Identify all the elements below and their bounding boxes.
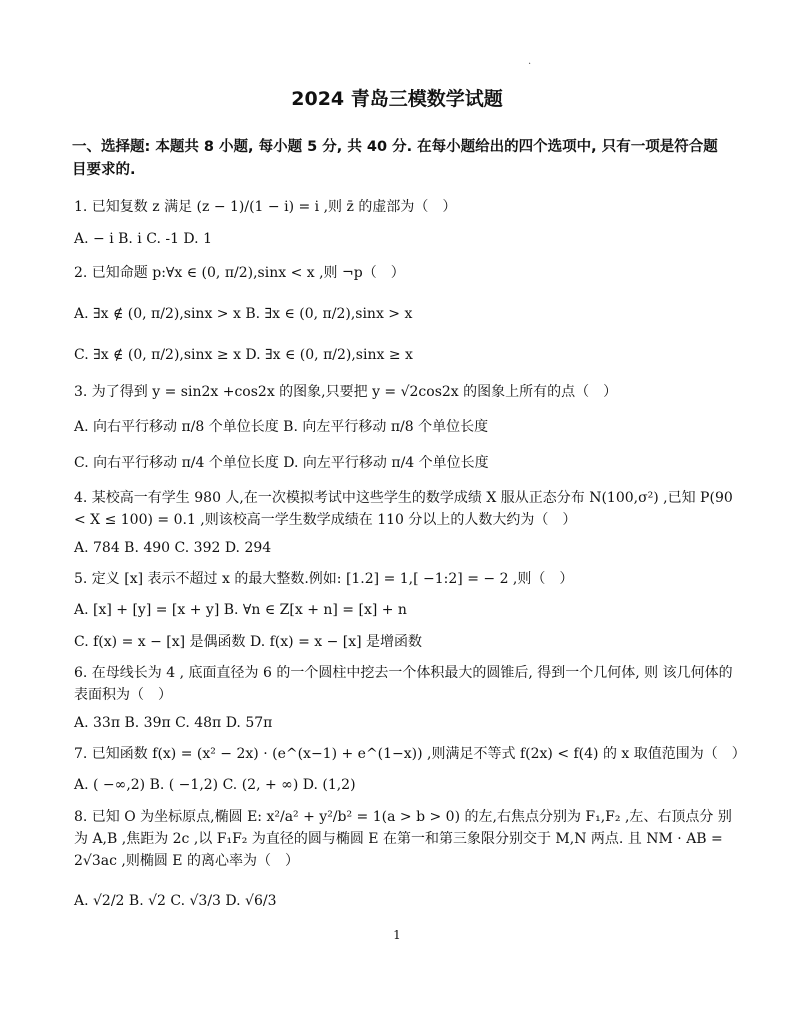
page-number: 1 [393,928,401,942]
question-3-options-ab: A. 向右平行移动 π/8 个单位长度 B. 向左平行移动 π/8 个单位长度 [74,419,489,435]
question-7: 7. 已知函数 f(x) = (x² − 2x) · (e^(x−1) + e^(1−x)) ,则满足不等式 f(2x) < f(4) 的 x 取值范围为（ ） [74,746,746,762]
question-5: 5. 定义 [x] 表示不超过 x 的最大整数.例如: [1.2] = 1,[ −1:2] = − 2 ,则（ ） [74,571,574,587]
question-1: 1. 已知复数 z 满足 (z − 1)/(1 − i) = i ,则 z̄ 的虚部为（ ） [74,199,457,215]
question-4: 4. 某校高一有学生 980 人,在一次模拟考试中这些学生的数学成绩 X 服从正态分布 N(100,σ²) ,已知 P(90 < X ≤ 100) = 0.1 ,则该校高一学生数学成绩在 110 分以上的人数大约为（ ） [74,490,733,528]
question-8-options: A. √2/2 B. √2 C. √3/3 D. √6/3 [74,893,277,909]
question-5-options-cd: C. f(x) = x − [x] 是偶函数 D. f(x) = x − [x] 是增函数 [74,634,423,650]
question-3-options-cd: C. 向右平行移动 π/4 个单位长度 D. 向左平行移动 π/4 个单位长度 [74,455,489,471]
question-6-options: A. 33π B. 39π C. 48π D. 57π [74,715,273,731]
question-2-options-ab: A. ∃x ∉ (0, π/2),sinx > x B. ∃x ∈ (0, π/2),sinx > x [74,306,413,322]
question-4-options: A. 784 B. 490 C. 392 D. 294 [74,540,272,556]
page-title: 2024 青岛三模数学试题 [291,88,503,110]
header-mark: . [528,56,532,67]
question-2: 2. 已知命题 p:∀x ∈ (0, π/2),sinx < x ,则 ¬p（ ） [74,265,405,281]
question-2-options-cd: C. ∃x ∉ (0, π/2),sinx ≥ x D. ∃x ∈ (0, π/2),sinx ≥ x [74,347,413,363]
section-heading: 一、选择题: 本题共 8 小题, 每小题 5 分, 共 40 分. 在每小题给出的四个选项中, 只有一项是符合题 目要求的. [72,139,718,178]
question-1-options: A. − i B. i C. -1 D. 1 [74,231,212,247]
question-6: 6. 在母线长为 4 , 底面直径为 6 的一个圆柱中挖去一个体积最大的圆锥后, 得到一个几何体, 则 该几何体的表面积为（ ） [74,665,733,703]
question-3: 3. 为了得到 y = sin2x +cos2x 的图象,只要把 y = √2cos2x 的图象上所有的点（ ） [74,384,618,400]
question-5-options-ab: A. [x] + [y] = [x + y] B. ∀n ∈ Z[x + n] = [x] + n [74,602,407,618]
question-7-options: A. ( −∞,2) B. ( −1,2) C. (2, + ∞) D. (1,2) [74,777,356,793]
question-8: 8. 已知 O 为坐标原点,椭圆 E: x²/a² + y²/b² = 1(a > b > 0) 的左,右焦点分别为 F₁,F₂ ,左、右顶点分 别为 A,B ,焦距为 2c ,以 F₁F₂ 为直径的圆与椭圆 E 在第一和第三象限分别交于 M,N 两点. 且 NM · AB = 2√3ac ,则椭圆 E 的离心率为（ ） [74,809,732,869]
